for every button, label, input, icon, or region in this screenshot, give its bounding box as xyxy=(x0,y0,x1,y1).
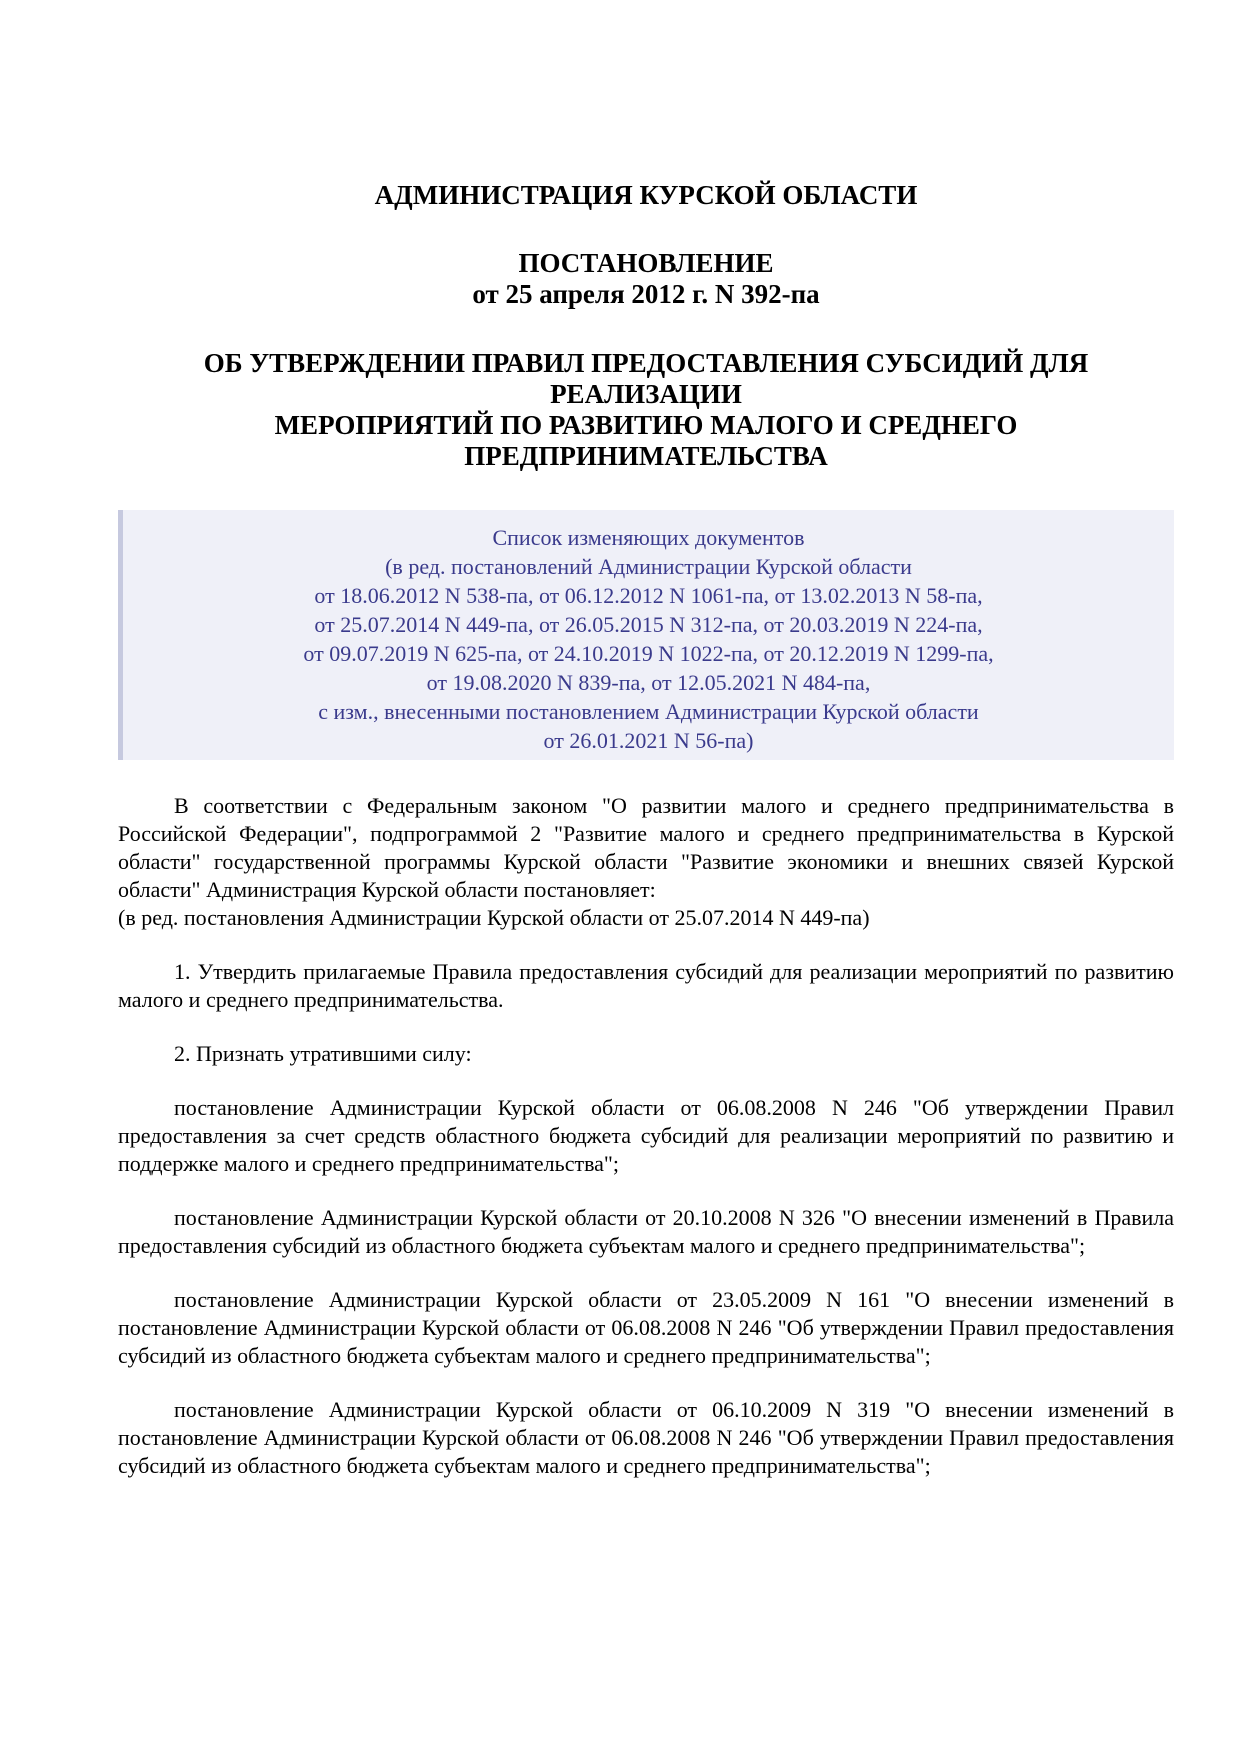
amendments-line: от 26.01.2021 N 56-па) xyxy=(543,728,754,753)
document-title xyxy=(118,248,1174,310)
repealed-act-paragraph: постановление Администрации Курской области от 06.10.2009 N 319 "О внесении изменений в постановление Администрации Курской области от 06.08.2008 N 246 "Об утверждении Правил предоставления субсидий из областного бюджета субъектам малого и среднего предпринимательства"; xyxy=(118,1397,1174,1478)
amendments-line: от 19.08.2020 N 839-па, от 12.05.2021 N 484-па, xyxy=(426,670,871,695)
subject-line: ОБ УТВЕРЖДЕНИИ ПРАВИЛ ПРЕДОСТАВЛЕНИЯ СУБСИДИЙ ДЛЯ xyxy=(203,348,1089,378)
amendments-line: от 18.06.2012 N 538-па, от 06.12.2012 N 1061-па, от 13.02.2013 N 58-па, xyxy=(314,583,983,608)
preamble-paragraph: В соответствии с Федеральным законом "О развитии малого и среднего предпринимательства в Российской Федерации", подпрограммой 2 "Развитие малого и среднего предпринимательства в Курской области" государственной программы Курской области "Развитие экономики и внешних связей Курской области" Администрация Курской области постановляет: xyxy=(118,793,1174,902)
item-1-paragraph: 1. Утвердить прилагаемые Правила предоставления субсидий для реализации мероприятий по развитию малого и среднего предпринимательства. xyxy=(118,959,1174,1012)
organization-heading: АДМИНИСТРАЦИЯ КУРСКОЙ ОБЛАСТИ xyxy=(374,180,918,210)
preamble-note: (в ред. постановления Администрации Курской области от 25.07.2014 N 449-па) xyxy=(118,905,870,930)
subject-line: МЕРОПРИЯТИЙ ПО РАЗВИТИЮ МАЛОГО И СРЕДНЕГО xyxy=(274,410,1018,440)
repealed-act-paragraph: постановление Администрации Курской области от 23.05.2009 N 161 "О внесении изменений в постановление Администрации Курской области от 06.08.2008 N 246 "Об утверждении Правил предоставления субсидий из областного бюджета субъектам малого и среднего предпринимательства"; xyxy=(118,1287,1174,1368)
repealed-act-paragraph: постановление Администрации Курской области от 06.08.2008 N 246 "Об утверждении Правил предоставления за счет средств областного бюджета субсидий для реализации мероприятий по развитию и поддержке малого и среднего предпринимательства"; xyxy=(118,1095,1174,1176)
document-body xyxy=(118,792,1174,1480)
amendments-line: Список изменяющих документов xyxy=(492,525,805,550)
doc-type: ПОСТАНОВЛЕНИЕ xyxy=(518,248,774,278)
doc-date-number: от 25 апреля 2012 г. N 392-па xyxy=(472,279,820,309)
amendments-line: (в ред. постановлений Администрации Курской области xyxy=(385,554,912,579)
subject-line: ПРЕДПРИНИМАТЕЛЬСТВА xyxy=(464,441,828,471)
subject-line: РЕАЛИЗАЦИИ xyxy=(550,379,742,409)
document-subject xyxy=(118,348,1174,472)
amendments-line: от 09.07.2019 N 625-па, от 24.10.2019 N 1022-па, от 20.12.2019 N 1299-па, xyxy=(303,641,994,666)
amendments-box xyxy=(118,510,1174,760)
amendments-line: с изм., внесенными постановлением Администрации Курской области xyxy=(318,699,979,724)
repealed-act-paragraph: постановление Администрации Курской области от 20.10.2008 N 326 "О внесении изменений в Правила предоставления субсидий из областного бюджета субъектам малого и среднего предпринимательства"; xyxy=(118,1205,1174,1258)
item-2-paragraph: 2. Признать утратившими силу: xyxy=(174,1041,472,1066)
amendments-line: от 25.07.2014 N 449-па, от 26.05.2015 N 312-па, от 20.03.2019 N 224-па, xyxy=(314,612,983,637)
